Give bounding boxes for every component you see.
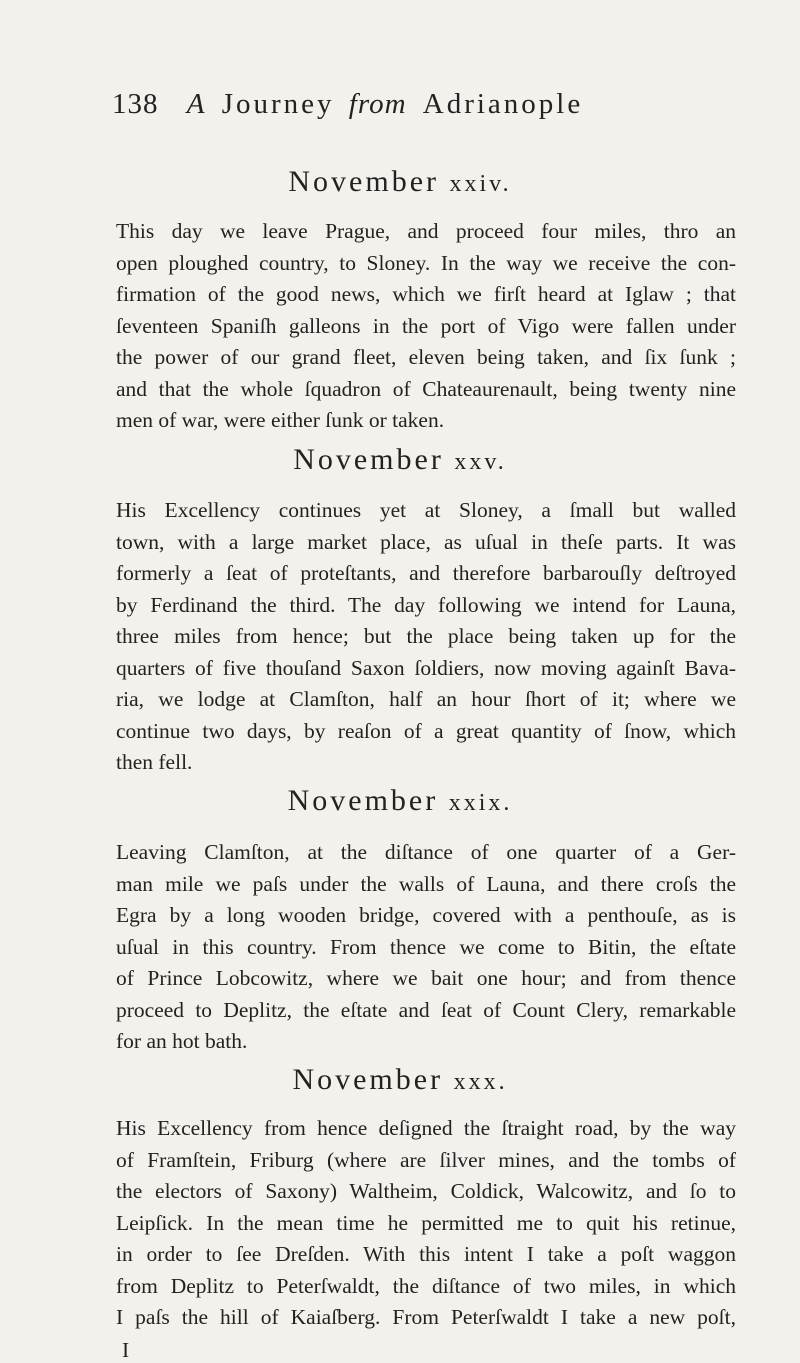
text-line: His Excellency continues yet at Sloney, a ſmall but walled <box>116 498 736 522</box>
heading-day: xxv. <box>454 449 507 475</box>
heading-month: November <box>288 165 439 198</box>
paragraph-november-25 <box>116 495 736 779</box>
text-line: from Deplitz to Peterſwaldt, the diſtance of two miles, in which <box>116 1273 736 1298</box>
text-line: ſeventeen Spaniſh galleons in the port of Vigo were fallen under <box>116 313 736 338</box>
section-november-29 <box>0 784 800 818</box>
page-number: 138 <box>112 88 159 120</box>
section-november-30 <box>0 1063 800 1097</box>
section-heading <box>0 1063 800 1097</box>
text-line: Leaving Clamſton, at the diſtance of one quarter of a Ger- <box>116 840 736 864</box>
text-line: of Framſtein, Friburg (where are ſilver mines, and the tombs of <box>116 1147 736 1172</box>
section-heading <box>0 784 800 818</box>
text-line: uſual in this country. From thence we come to Bitin, the eſtate <box>116 934 736 959</box>
text-line: in order to ſee Dreſden. With this intent I take a poſt waggon <box>116 1242 736 1266</box>
header-title-place: Adrianople <box>422 88 584 120</box>
heading-day: xxix. <box>448 790 513 816</box>
text-line: continue two days, by reaſon of a great quantity of ſnow, which <box>116 718 736 743</box>
text-line: and that the whole ſquadron of Chateaurenault, being twenty nine <box>116 376 736 401</box>
text-line: men of war, were either ſunk or taken. <box>116 408 445 432</box>
heading-day: xxiv. <box>449 171 512 197</box>
heading-month: November <box>292 1063 444 1096</box>
text-line: I paſs the hill of Kaiaſberg. From Peterſwaldt I take a new poſt, <box>116 1305 736 1329</box>
text-line: This day we leave Prague, and proceed four miles, thro an <box>116 219 736 243</box>
header-title-journey: Journey <box>221 88 335 120</box>
text-line: Egra by a long wooden bridge, covered with a penthouſe, as is <box>116 903 736 927</box>
paragraph-november-29 <box>116 837 736 1058</box>
text-line: His Excellency from hence deſigned the ſtraight road, by the way <box>116 1116 736 1140</box>
section-november-25 <box>0 443 800 477</box>
running-header <box>112 88 732 121</box>
text-line: the electors of Saxony) Waltheim, Coldick, Walcowitz, and ſo to <box>116 1179 736 1203</box>
header-title-article: A <box>186 88 206 120</box>
text-line: by Ferdinand the third. The day following we intend for Launa, <box>116 592 736 617</box>
text-line: then fell. <box>116 750 193 774</box>
paragraph-november-24 <box>116 216 736 437</box>
heading-month: November <box>293 443 444 476</box>
text-line: quarters of five thouſand Saxon ſoldiers, now moving againſt Bava- <box>116 655 736 680</box>
text-line: Leipſick. In the mean time he permitted me to quit his retinue, <box>116 1210 736 1235</box>
text-line: three miles from hence; but the place being taken up for the <box>116 624 736 648</box>
heading-day: xxx. <box>453 1069 508 1095</box>
signature-mark: I <box>122 1338 130 1362</box>
text-line: ria, we lodge at Clamſton, half an hour ſhort of it; where we <box>116 687 736 711</box>
paragraph-november-30 <box>116 1113 736 1334</box>
text-line: the power of our grand fleet, eleven being taken, and ſix ſunk ; <box>116 345 736 369</box>
text-line: town, with a large market place, as uſual in theſe parts. It was <box>116 529 736 554</box>
section-heading <box>0 443 800 477</box>
section-november-24 <box>0 165 800 199</box>
header-title-from: from <box>348 88 407 120</box>
text-line: open ploughed country, to Sloney. In the way we receive the con- <box>116 250 736 275</box>
heading-month: November <box>287 784 439 817</box>
text-line: firmation of the good news, which we firſt heard at Iglaw ; that <box>116 282 736 306</box>
text-line: proceed to Deplitz, the eſtate and ſeat of Count Clery, remarkable <box>116 997 736 1022</box>
text-line: of Prince Lobcowitz, where we bait one hour; and from thence <box>116 966 736 990</box>
section-heading <box>0 165 800 199</box>
text-line: formerly a ſeat of proteſtants, and therefore barbarouſly deſtroyed <box>116 561 736 585</box>
text-line: man mile we paſs under the walls of Launa, and there croſs the <box>116 871 736 896</box>
text-line: for an hot bath. <box>116 1029 248 1053</box>
